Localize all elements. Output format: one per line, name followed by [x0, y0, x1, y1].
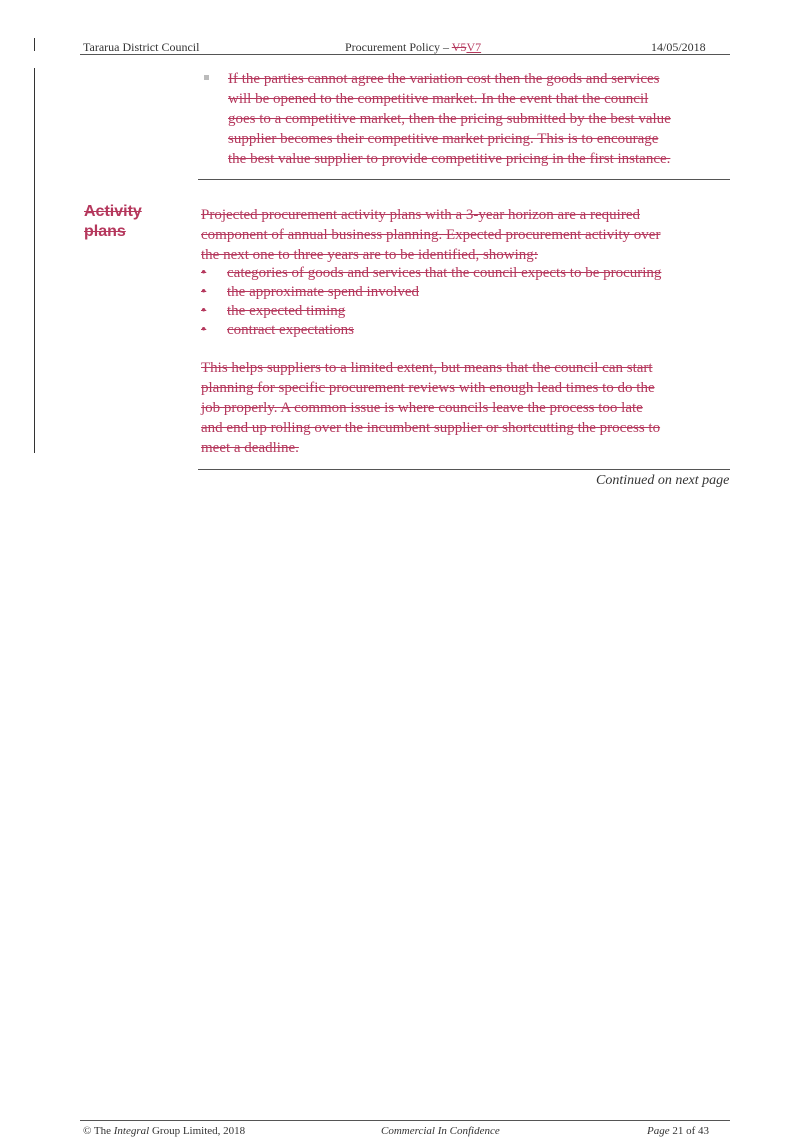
- section-heading-activity-plans: [84, 202, 142, 242]
- footer-confidentiality: Commercial In Confidence: [381, 1125, 500, 1137]
- variation-line: goes to a competitive market, then the pricing submitted by the best value: [228, 111, 671, 127]
- paragraph-line: meet a deadline.: [201, 440, 299, 456]
- copyright-prefix: © The: [83, 1125, 114, 1137]
- bullet-icon: •: [201, 284, 207, 300]
- list-item-text: the expected timing: [227, 303, 346, 319]
- intro-line: component of annual business planning. Expected procurement activity over: [201, 227, 661, 243]
- header-organization: Tararua District Council: [83, 40, 200, 54]
- change-bar-body: [34, 68, 35, 453]
- variation-line: supplier becomes their competitive market pricing. This is to encourage: [228, 131, 659, 147]
- continued-note: Continued on next page: [596, 473, 730, 488]
- header-document-title: [345, 40, 481, 55]
- paragraph-line: job properly. A common issue is where councils leave the process too late: [201, 400, 643, 416]
- section-rule-bottom: [198, 469, 730, 470]
- variation-line: If the parties cannot agree the variation cost then the goods and services: [228, 71, 660, 87]
- list-item-text: the approximate spend involved: [227, 284, 420, 300]
- change-bar-header: [34, 38, 35, 51]
- square-bullet-icon: [204, 75, 209, 80]
- intro-line: Projected procurement activity plans with a 3-year horizon are a required: [201, 207, 640, 223]
- footer-copyright: [83, 1125, 245, 1137]
- paragraph-line: and end up rolling over the incumbent supplier or shortcutting the process to: [201, 420, 661, 436]
- heading-line: Activity: [84, 203, 142, 220]
- list-item: [201, 301, 345, 321]
- variation-line: will be opened to the competitive market. In the event that the council: [228, 91, 649, 107]
- heading-line: plans: [84, 223, 126, 240]
- copyright-suffix: Group Limited, 2018: [149, 1125, 246, 1137]
- variation-paragraph: [228, 69, 738, 169]
- header-version-inserted: V7: [466, 40, 482, 54]
- list-item: [201, 320, 354, 340]
- bullet-icon: •: [201, 265, 207, 281]
- activity-intro-paragraph: [201, 205, 731, 265]
- list-item: [201, 263, 661, 283]
- page-number: 21 of 43: [672, 1125, 710, 1137]
- footer-page-number: [647, 1125, 709, 1137]
- copyright-company: Integral: [113, 1125, 150, 1137]
- activity-second-paragraph: [201, 358, 731, 458]
- header-rule: [80, 54, 730, 55]
- list-item-text: contract expectations: [227, 322, 355, 338]
- header-title-prefix: Procurement Policy –: [345, 40, 452, 54]
- variation-line: the best value supplier to provide competitive pricing in the first instance.: [228, 151, 671, 167]
- bullet-icon: •: [201, 322, 207, 338]
- list-item: [201, 282, 419, 302]
- section-rule-top: [198, 179, 730, 180]
- footer-rule: [80, 1120, 730, 1121]
- paragraph-line: This helps suppliers to a limited extent, but means that the council can start: [201, 360, 653, 376]
- list-item-text: categories of goods and services that the council expects to be procuring: [227, 265, 662, 281]
- bullet-icon: •: [201, 303, 207, 319]
- page-label: Page: [647, 1125, 670, 1137]
- header-date: 14/05/2018: [651, 40, 706, 54]
- header-version-deleted: V5: [451, 40, 467, 54]
- paragraph-line: planning for specific procurement reviews with enough lead times to do the: [201, 380, 655, 396]
- intro-line: the next one to three years are to be identified, showing:: [201, 247, 538, 263]
